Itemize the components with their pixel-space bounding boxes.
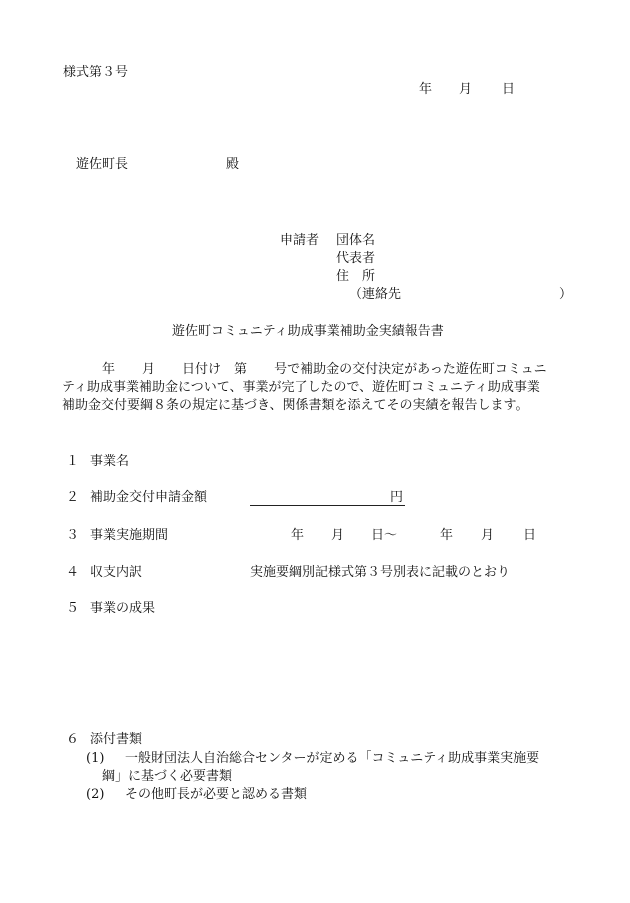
body-line-3: 補助金交付要綱８条の規定に基づき、関係書類を添えてその実績を報告します。	[62, 398, 529, 413]
item-6-label: 添付書類	[90, 732, 143, 747]
applicant-address-label: 住 所	[336, 269, 376, 284]
body-paragraph	[62, 361, 571, 415]
item-4-label: 収支内訳	[90, 565, 143, 580]
applicant-label: 申請者	[280, 233, 320, 248]
item-2-label: 補助金交付申請金額	[90, 490, 208, 505]
period-end-year: 年	[440, 528, 454, 543]
period-start-year: 年	[291, 528, 305, 543]
honorific: 殿	[226, 157, 240, 172]
body-line-2: ティ助成事業補助金について、事業が完了したので、遊佐町コミュニティ助成事業	[62, 380, 540, 395]
body-month: 月	[142, 362, 156, 377]
body-year: 年	[102, 362, 116, 377]
date-day: 日	[502, 82, 516, 97]
item-5-number: ５	[66, 601, 80, 616]
attachment-1-text: 一般財団法人自治総合センターが定める「コミュニティ助成事業実施要	[125, 751, 540, 766]
body-date-attached: 日付け	[182, 362, 222, 377]
date-month: 月	[459, 82, 473, 97]
applicant-org-label: 団体名	[336, 233, 376, 248]
period-end-day: 日	[523, 528, 537, 543]
item-3-number: ３	[66, 528, 80, 543]
period-start-day: 日	[371, 528, 385, 543]
document-title: 遊佐町コミュニティ助成事業補助金実績報告書	[172, 324, 444, 339]
applicant-contact-close: ）	[559, 287, 573, 302]
body-number-prefix: 第	[234, 362, 248, 377]
body-line-1-rest: 号で補助金の交付決定があった遊佐町コミュニ	[274, 362, 547, 377]
period-end-month: 月	[481, 528, 495, 543]
applicant-rep-label: 代表者	[336, 251, 376, 266]
attachment-2-text: その他町長が必要と認める書類	[125, 787, 308, 802]
item-1-label: 事業名	[90, 454, 130, 469]
item-6-number: ６	[66, 732, 80, 747]
item-3-label: 事業実施期間	[90, 528, 169, 543]
period-tilde: ～	[384, 528, 398, 543]
amount-underline	[250, 505, 405, 506]
amount-unit: 円	[390, 490, 404, 505]
body-line-1	[62, 361, 571, 379]
addressee: 遊佐町長	[76, 157, 129, 172]
form-number: 様式第３号	[63, 65, 129, 80]
item-2-number: ２	[66, 490, 80, 505]
attachment-1-number: (1)	[86, 751, 105, 766]
balance-value: 実施要綱別記様式第３号別表に記載のとおり	[250, 565, 511, 580]
applicant-contact-label: （連絡先	[349, 287, 402, 302]
period-start-month: 月	[331, 528, 345, 543]
item-1-number: １	[66, 454, 80, 469]
item-4-number: ４	[66, 565, 80, 580]
date-year: 年	[419, 82, 433, 97]
item-5-label: 事業の成果	[90, 601, 156, 616]
attachment-1-continuation: 綱」に基づく必要書類	[102, 769, 233, 784]
attachment-2-number: (2)	[86, 787, 105, 802]
